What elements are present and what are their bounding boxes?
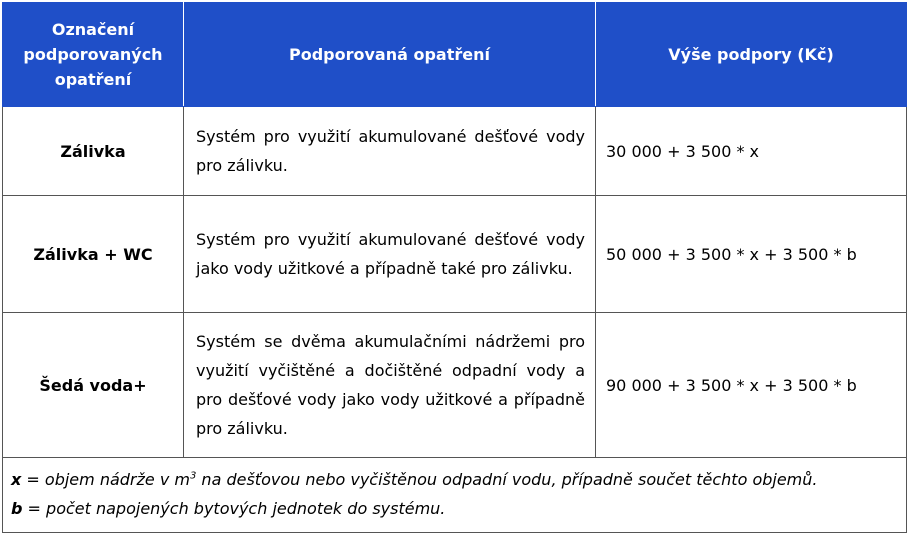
row-label: Zálivka	[3, 107, 184, 196]
row-amount: 50 000 + 3 500 * x + 3 500 * b	[596, 196, 907, 313]
row-label: Zálivka + WC	[3, 196, 184, 313]
legend-b	[11, 494, 898, 523]
legend-b-symbol: b	[11, 499, 23, 518]
header-measures: Podporovaná opatření	[184, 3, 596, 107]
support-table	[2, 2, 907, 533]
legend-x-superscript: 3	[189, 470, 197, 482]
row-description: Systém pro využití akumulované dešťové vody pro zálivku.	[184, 107, 596, 196]
table-row	[3, 107, 907, 196]
row-description: Systém pro využití akumulované dešťové vody jako vody užitkové a případně také pro zálivku.	[184, 196, 596, 313]
row-label: Šedá voda+	[3, 313, 184, 458]
row-amount: 30 000 + 3 500 * x	[596, 107, 907, 196]
support-table-frame	[2, 2, 906, 530]
header-amount: Výše podpory (Kč)	[596, 3, 907, 107]
header-designation: Označení podporovaných opatření	[3, 3, 184, 107]
legend-x	[11, 465, 898, 494]
legend-x-symbol: x	[11, 470, 22, 489]
legend-row	[3, 458, 907, 533]
row-description: Systém se dvěma akumulačními nádržemi pro využití vyčištěné a dočištěné odpadní vody a pro dešťové vody jako vody užitkové a případně pro zálivku.	[184, 313, 596, 458]
legend-b-text: = počet napojených bytových jednotek do systému.	[22, 499, 446, 518]
legend-x-text-after: na dešťovou nebo vyčištěnou odpadní vodu, případně součet těchto objemů.	[196, 470, 818, 489]
table-row	[3, 313, 907, 458]
table-row	[3, 196, 907, 313]
legend-cell	[3, 458, 907, 533]
legend-x-text-before: = objem nádrže v m	[21, 470, 190, 489]
header-row	[3, 3, 907, 107]
row-amount: 90 000 + 3 500 * x + 3 500 * b	[596, 313, 907, 458]
